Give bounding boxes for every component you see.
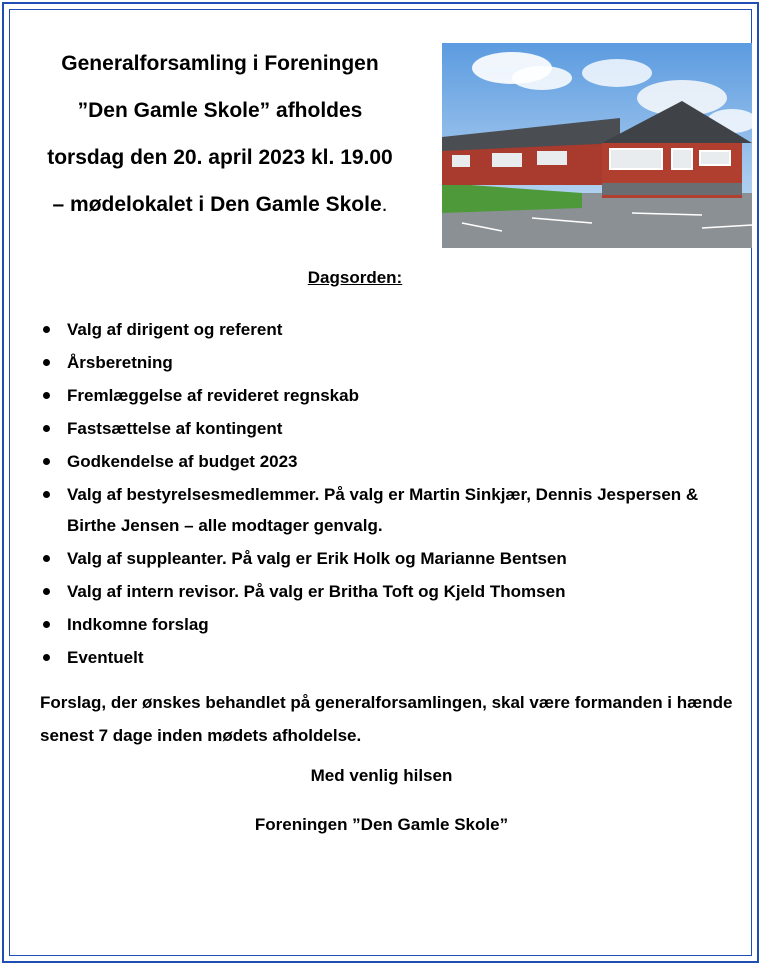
bullet-icon bbox=[43, 491, 50, 498]
bullet-icon bbox=[43, 392, 50, 399]
agenda-item-text: Godkendelse af budget 2023 bbox=[67, 452, 298, 471]
agenda-item bbox=[40, 413, 740, 444]
heading-line-4-text: – mødelokalet i Den Gamle Skole bbox=[52, 193, 382, 216]
agenda-item-text: Fremlæggelse af revideret regnskab bbox=[67, 386, 359, 405]
heading-line-4-period: . bbox=[381, 193, 388, 216]
agenda-item bbox=[40, 446, 740, 477]
agenda-item bbox=[40, 609, 740, 640]
agenda-item-text: Valg af suppleanter. På valg er Erik Holk og Marianne Bentsen bbox=[67, 549, 567, 568]
agenda-item-text: Valg af dirigent og referent bbox=[67, 320, 283, 339]
agenda-item-text: Indkomne forslag bbox=[67, 615, 209, 634]
agenda-item-text: Fastsættelse af kontingent bbox=[67, 419, 283, 438]
agenda-title: Dagsorden: bbox=[307, 268, 403, 287]
agenda-item bbox=[40, 576, 740, 607]
bullet-icon bbox=[43, 555, 50, 562]
agenda-item bbox=[40, 543, 740, 574]
announcement-heading bbox=[10, 40, 430, 228]
agenda-item bbox=[40, 347, 740, 378]
bullet-icon bbox=[43, 621, 50, 628]
bullet-icon bbox=[43, 458, 50, 465]
bullet-icon bbox=[43, 359, 50, 366]
agenda-item bbox=[40, 380, 740, 411]
bullet-icon bbox=[43, 588, 50, 595]
agenda-item bbox=[40, 642, 740, 673]
bullet-icon bbox=[43, 654, 50, 661]
agenda-item-text: Årsberetning bbox=[67, 353, 173, 372]
heading-line-1: Generalforsamling i Foreningen bbox=[61, 52, 379, 75]
agenda-item-text: Valg af intern revisor. På valg er Britha Toft og Kjeld Thomsen bbox=[67, 582, 566, 601]
agenda-item bbox=[40, 479, 740, 541]
agenda-item bbox=[40, 314, 740, 345]
agenda-list bbox=[40, 314, 740, 675]
closing-greeting: Med venlig hilsen bbox=[310, 766, 453, 785]
bullet-icon bbox=[43, 425, 50, 432]
heading-line-2: ”Den Gamle Skole” afholdes bbox=[77, 99, 363, 122]
bullet-icon bbox=[43, 326, 50, 333]
closing-signature: Foreningen ”Den Gamle Skole” bbox=[254, 815, 509, 834]
heading-line-3: torsdag den 20. april 2023 kl. 19.00 bbox=[47, 146, 393, 169]
heading-line-4 bbox=[10, 181, 430, 228]
proposal-deadline-note: Forslag, der ønskes behandlet på generalforsamlingen, skal være formanden i hænde senest 7 dage inden mødets afholdelse. bbox=[40, 693, 733, 745]
agenda-item-text: Valg af bestyrelsesmedlemmer. På valg er Martin Sinkjær, Dennis Jespersen & Birthe Jensen – alle modtager genvalg. bbox=[67, 485, 699, 535]
agenda-item-text: Eventuelt bbox=[67, 648, 144, 667]
school-building-photo bbox=[442, 43, 752, 248]
